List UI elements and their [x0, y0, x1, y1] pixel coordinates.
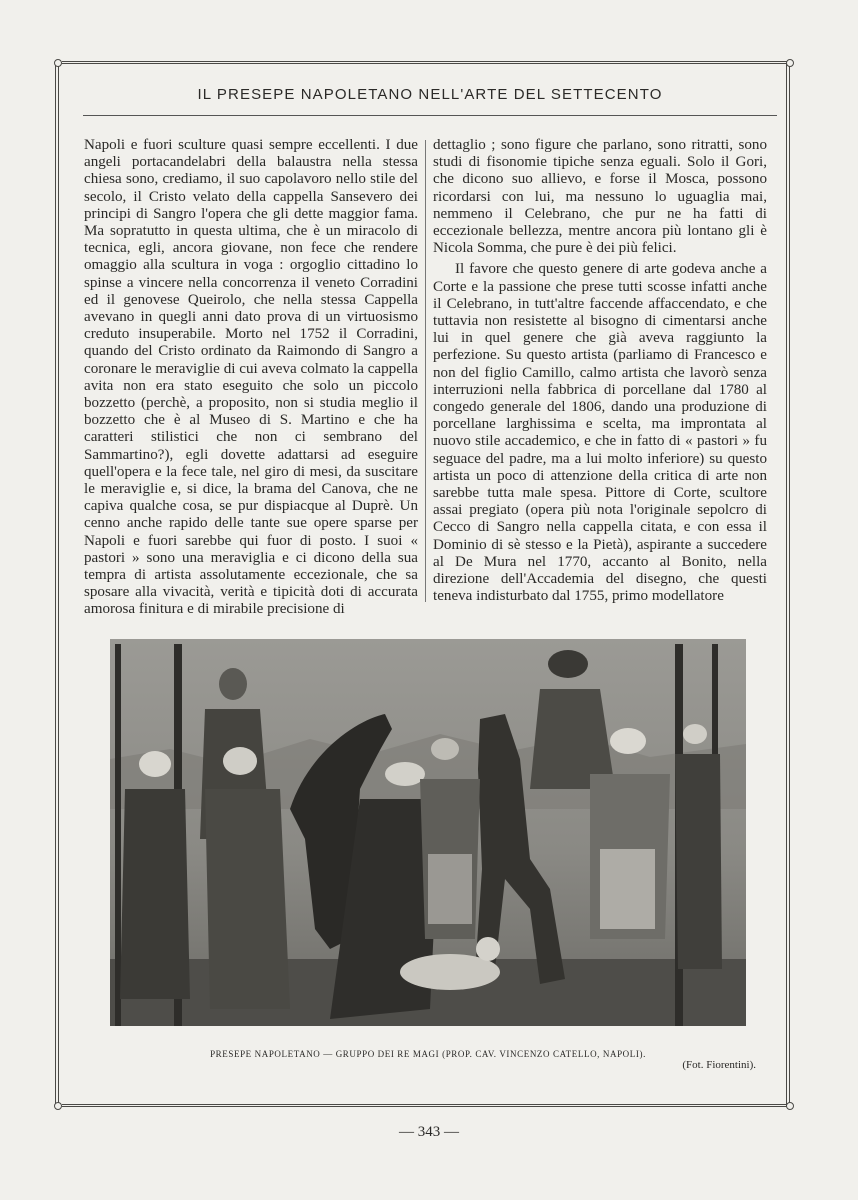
page-title: IL PRESEPE NAPOLETANO NELL'ARTE DEL SETTECENTO — [197, 86, 663, 103]
top-border — [62, 61, 790, 64]
nativity-photograph — [110, 639, 746, 1026]
pole — [115, 644, 121, 1026]
right-column — [433, 137, 767, 605]
title-rule — [83, 115, 777, 116]
paragraph: Napoli e fuori sculture quasi sempre eccellenti. I due angeli portacandelabri della balaustra nella stessa chiesa sono, crediamo, il suo capolavoro nello stile del secolo, il Cristo velato della cappella Sansevero dei principi di Sangro l'opera che gli dette maggior fama. Ma sopratutto in questa ultima, che è un miracolo di tecnica, egli, ancora giovane, non fece che rendere omaggio alla scultura in voga : orgoglio cittadino lo spinse a vincere nella concorrenza il veneto Corradini ed il genovese Queirolo, che nella stessa Cappella avevano in quegli anni dato prova di un virtuosismo creduto insuperabile. Morto nel 1752 il Corradini, quando del Cristo ordinato da Raimondo di Sangro a coronare le meraviglie di cui aveva colmato la cappella avita non era stato eseguito che solo un piccolo bozzetto (perchè, a proposito, non si studia meglio il bozzetto che è al Museo di S. Martino e che ha caratteri stilistici che non ci sembrano del Sammartino?), egli dovette adattarsi ad eseguire quell'opera e la fece tale, nel giro di mesi, da suscitare le meraviglie e, si dice, la brama del Canova, che ne capiva qualche cosa, se pur dispiacque al Duprè. Un cenno anche rapido delle tante sue opere sparse per Napoli e fuori sarebbe qui fuor di posto. I suoi « pastori » sono una meraviglia e ci dicono della sua tempra di artista assolutamente eccezionale, che sa sposare alla vivacità, verità e tipicità doti di accurata amorosa finitura e di mirabile precisione di — [84, 137, 418, 618]
bottom-border — [62, 1104, 790, 1107]
page-number: — 343 — — [399, 1124, 459, 1140]
corner-ornament-top-left — [54, 59, 62, 67]
photo-credit: (Fot. Fiorentini). — [682, 1059, 756, 1071]
left-border — [55, 64, 59, 1106]
column-divider — [425, 140, 426, 602]
corner-ornament-top-right — [786, 59, 794, 67]
paragraph: dettaglio ; sono figure che parlano, sono ritratti, sono studi di fisonomie tipiche senza eguali. Solo il Gori, che dicono suo allievo, e forse il Mosca, possono ricordarsi con lui, ma nessuno lo uguaglia mai, nemmeno il Celebrano, che pur ne ha fatti di eccezionale bellezza, mentre ancora più lontano gli è Nicola Somma, che pure è dei più felici. — [433, 137, 767, 257]
corner-ornament-bottom-left — [54, 1102, 62, 1110]
corner-ornament-bottom-right — [786, 1102, 794, 1110]
paragraph: Il favore che questo genere di arte godeva anche a Corte e la passione che prese tutti scosse infatti anche il Celebrano, in tutt'altre faccende affaccendato, e che tuttavia non resistette al bisogno di cimentarsi anche lui in quel genere che già aveva raggiunto la perfezione. Su questo artista (parliamo di Francesco e non del figlio Camillo, calmo artista che lavorò senza interruzioni nella fabbrica di porcellane dal 1780 al congedo generale del 1806, dando una produzione di porcellane larghissima e scelta, ma improntata al nuovo stile accademico, e che in fatto di « pastori » fu seguace del padre, ma a lui molto inferiore) su questo artista un poco di attenzione della critica di arte non sarebbe tutta male spesa. Pittore di Corte, scultore assai pregiato (opera più nota l'originale sepolcro di Cecco di Sangro nella cappella citata, e con essa il Dominio di sè stesso e la Pietà), aspirante a succedere al De Mura nel 1770, accanto al Bonito, nella direzione dell'Accademia del disegno, che questi teneva indisturbato dal 1755, primo modellatore — [433, 261, 767, 605]
nativity-scene-illustration — [110, 639, 746, 1026]
left-column — [84, 137, 418, 619]
dog-head — [476, 937, 500, 961]
figure-caption: PRESEPE NAPOLETANO — GRUPPO DEI RE MAGI (PROP. CAV. VINCENZO CATELLO, NAPOLI). — [210, 1049, 646, 1059]
right-border — [786, 64, 790, 1106]
